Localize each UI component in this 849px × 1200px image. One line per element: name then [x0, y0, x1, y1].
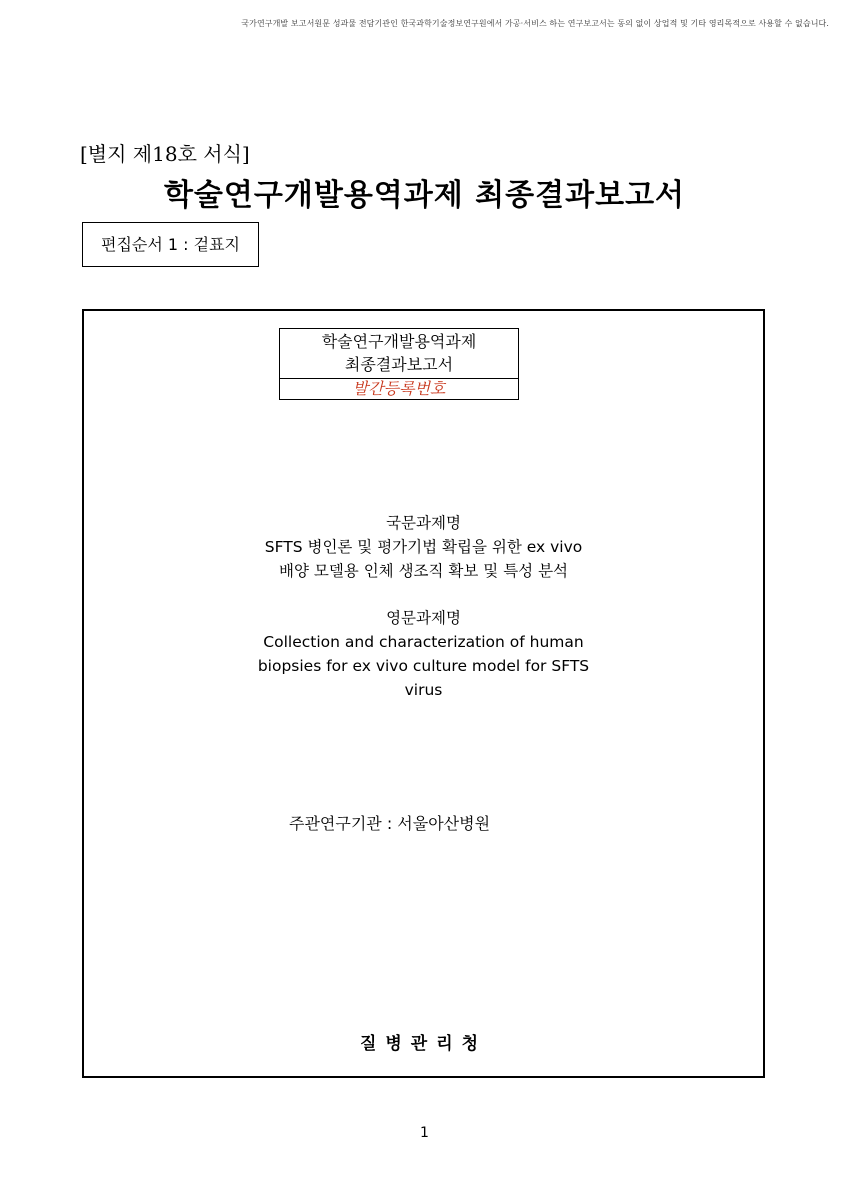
report-label-line1: 학술연구개발용역과제: [321, 332, 477, 351]
korean-title-heading: 국문과제명: [386, 514, 461, 532]
english-title: Collection and characterization of human biopsies for ex vivo culture model for SFTS virus: [257, 633, 590, 699]
page-number: 1: [420, 1125, 429, 1141]
agency-name: 질병관리청: [359, 1034, 488, 1054]
usage-notice: 국가연구개발 보고서원문 성과물 전담기관인 한국과학기술정보연구원에서 가공·서비스 하는 연구보고서는 동의 없이 상업적 및 기타 영리목적으로 사용할 수 없습니다.: [241, 19, 829, 28]
document-title: 학술연구개발용역과제 최종결과보고서: [163, 178, 686, 213]
cover-page-frame: [82, 309, 765, 1078]
report-label-box: [279, 328, 519, 400]
lead-institution: 주관연구기관 : 서울아산병원: [289, 814, 491, 833]
edit-order-box: 편집순서 1 : 겉표지: [82, 222, 259, 267]
english-title-block: [84, 606, 763, 702]
english-title-heading: 영문과제명: [386, 609, 461, 627]
registration-number-label: 발간등록번호: [352, 379, 446, 398]
report-label-top: [280, 329, 518, 379]
korean-title-block: [84, 511, 763, 583]
form-label: [별지 제18호 서식]: [80, 142, 250, 166]
report-label-line2: 최종결과보고서: [344, 355, 454, 374]
korean-title-line2: 배양 모델용 인체 생조직 확보 및 특성 분석: [278, 562, 569, 580]
korean-title-line1: SFTS 병인론 및 평가기법 확립을 위한 ex vivo: [264, 538, 583, 556]
